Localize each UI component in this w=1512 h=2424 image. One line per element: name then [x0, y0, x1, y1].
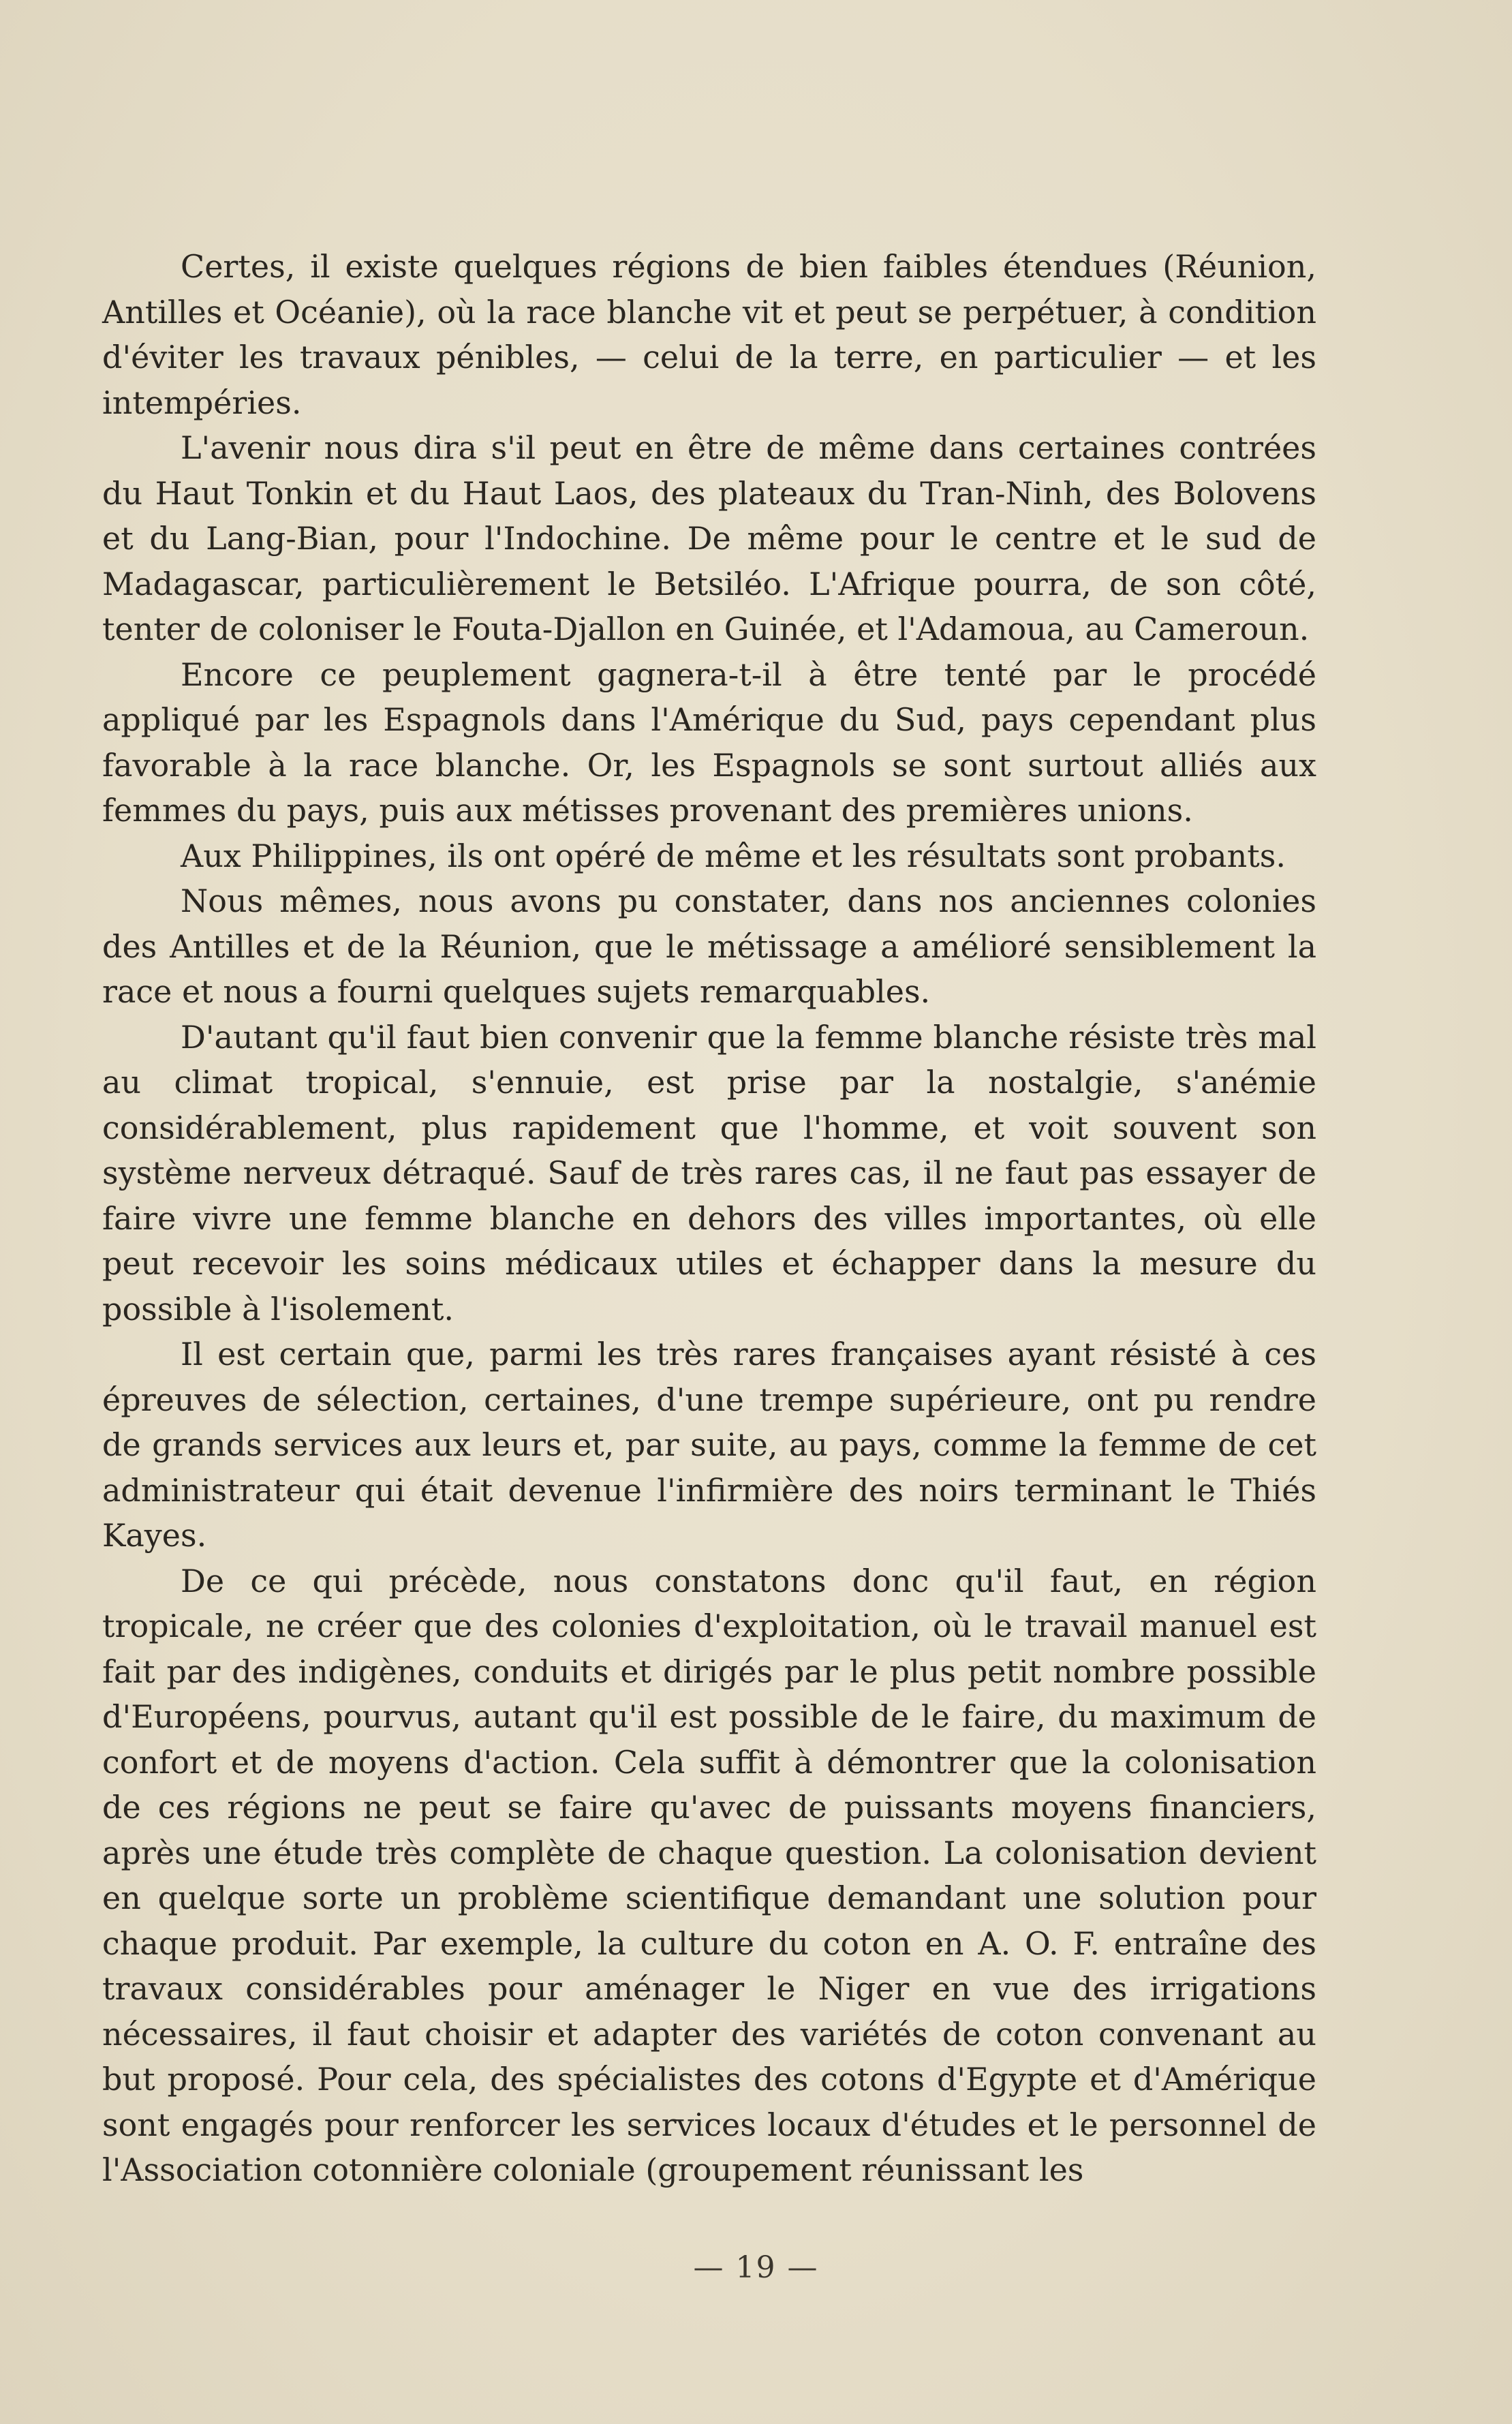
paragraph-7: Il est certain que, parmi les très rares françaises ayant résisté à ces épreuves de sélection, certaines, d'une trempe supérieure, ont pu rendre de grands services aux leurs et, par suite, au pays, comme la femme de cet administrateur qui était devenue l'infirmière des noirs terminant le Thiés Kayes.: [102, 1336, 1316, 1554]
body-text: [102, 244, 1316, 2193]
paragraph-6: D'autant qu'il faut bien convenir que la femme blanche résiste très mal au climat tropical, s'ennuie, est prise par la nostalgie, s'anémie considérablement, plus rapidement que l'homme, et voit souvent son système nerveux détraqué. Sauf de très rares cas, il ne faut pas essayer de faire vivre une femme blanche en dehors des villes importantes, où elle peut recevoir les soins médicaux utiles et échapper dans la mesure du possible à l'isolement.: [102, 1018, 1316, 1328]
paragraph-4: Aux Philippines, ils ont opéré de même et les résultats sont probants.: [181, 837, 1286, 874]
paragraph-1: Certes, il existe quelques régions de bien faibles étendues (Réunion, Antilles et Océanie), où la race blanche vit et peut se perpétuer, à condition d'éviter les travaux pénibles, — celui de la terre, en particulier — et les intempéries.: [102, 248, 1316, 421]
paragraph-2: L'avenir nous dira s'il peut en être de même dans certaines contrées du Haut Tonkin et du Haut Laos, des plateaux du Tran-Ninh, des Bolovens et du Lang-Bian, pour l'Indochine. De même pour le centre et le sud de Madagascar, particulièrement le Betsiléo. L'Afrique pourra, de son côté, tenter de coloniser le Fouta-Djallon en Guinée, et l'Adamoua, au Cameroun.: [102, 429, 1316, 647]
paragraph-5: Nous mêmes, nous avons pu constater, dans nos anciennes colonies des Antilles et de la Réunion, que le métissage a amélioré sensiblement la race et nous a fourni quelques sujets remarquables.: [102, 883, 1316, 1010]
paragraph-3: Encore ce peuplement gagnera-t-il à être tenté par le procédé appliqué par les Espagnols dans l'Amérique du Sud, pays cependant plus favorable à la race blanche. Or, les Espagnols se sont surtout alliés aux femmes du pays, puis aux métisses provenant des premières unions.: [102, 656, 1316, 829]
page-number: — 19 —: [693, 2250, 819, 2285]
paragraph-8: De ce qui précède, nous constatons donc qu'il faut, en région tropicale, ne créer que des colonies d'exploitation, où le travail manuel est fait par des indigènes, conduits et dirigés par le plus petit nombre possible d'Européens, pourvus, autant qu'il est possible de le faire, du maximum de confort et de moyens d'action. Cela suffit à démontrer que la colonisation de ces régions ne peut se faire qu'avec de puissants moyens financiers, après une étude très complète de chaque question. La colonisation devient en quelque sorte un problème scientifique demandant une solution pour chaque produit. Par exemple, la culture du coton en A. O. F. entraîne des travaux considérables pour aménager le Niger en vue des irrigations nécessaires, il faut choisir et adapter des variétés de coton convenant au but proposé. Pour cela, des spécialistes des cotons d'Egypte et d'Amérique sont engagés pour renforcer les services locaux d'études et le personnel de l'Association cotonnière coloniale (groupement réunissant les: [102, 1562, 1316, 2188]
